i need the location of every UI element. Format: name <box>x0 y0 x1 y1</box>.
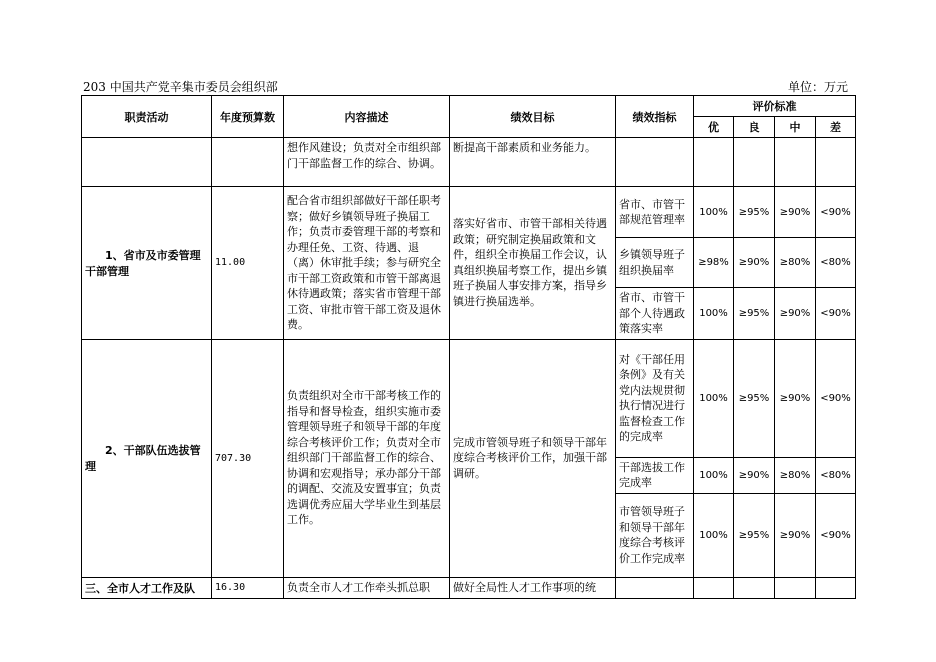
table-row <box>82 138 856 187</box>
header-row <box>82 96 856 117</box>
target-cell: 断提高干部素质和业务能力。 <box>450 138 616 187</box>
document-title: 203 中国共产党辛集市委员会组织部 <box>83 80 278 94</box>
header-target: 绩效目标 <box>450 96 616 138</box>
eval-excellent: 100% <box>694 187 734 238</box>
header-eval: 评价标准 <box>694 96 856 117</box>
eval-poor: <80% <box>816 457 856 493</box>
eval-medium: ≥90% <box>775 288 816 340</box>
eval-excellent: 100% <box>694 288 734 340</box>
eval-excellent: 100% <box>694 493 734 577</box>
desc-cell: 配合省市组织部做好干部任职考察；做好乡镇领导班子换届工作；负责市委管理干部的考察和办理任免、工资、待遇、退（离）休审批手续；参与研究全市干部工资政策和市管干部离退休待遇政策；落实省市管理干部工资、审批市管干部工资及退休费。 <box>284 187 450 340</box>
eval-good: ≥95% <box>734 288 775 340</box>
budget-cell: 11.00 <box>212 187 284 340</box>
indicator-cell: 乡镇领导班子组织换届率 <box>616 238 694 288</box>
indicator-cell: 干部选拔工作完成率 <box>616 457 694 493</box>
eval-medium: ≥90% <box>775 339 816 457</box>
indicator-cell: 市管领导班子和领导干部年度综合考核评价工作完成率 <box>616 493 694 577</box>
eval-good: ≥90% <box>734 238 775 288</box>
budget-cell: 16.30 <box>212 577 284 598</box>
eval-excellent: ≥98% <box>694 238 734 288</box>
unit-label: 单位：万元 <box>787 80 848 94</box>
eval-poor: <90% <box>816 493 856 577</box>
eval-medium: ≥80% <box>775 238 816 288</box>
header-excellent: 优 <box>694 117 734 138</box>
header-good: 良 <box>734 117 775 138</box>
table-row <box>82 577 856 598</box>
eval-good: ≥90% <box>734 457 775 493</box>
eval-good: ≥95% <box>734 339 775 457</box>
table-row <box>82 339 856 457</box>
eval-medium: ≥80% <box>775 457 816 493</box>
header-duty: 职责活动 <box>82 96 212 138</box>
eval-excellent: 100% <box>694 457 734 493</box>
header-indicator: 绩效指标 <box>616 96 694 138</box>
indicator-cell: 省市、市管干部个人待遇政策落实率 <box>616 288 694 340</box>
eval-medium: ≥90% <box>775 187 816 238</box>
desc-cell: 负责全市人才工作牵头抓总职 <box>284 577 450 598</box>
header-poor: 差 <box>816 117 856 138</box>
target-cell: 做好全局性人才工作事项的统 <box>450 577 616 598</box>
eval-medium: ≥90% <box>775 493 816 577</box>
eval-good: ≥95% <box>734 187 775 238</box>
target-cell: 完成市管领导班子和领导干部年度综合考核评价工作，加强干部调研。 <box>450 339 616 577</box>
desc-cell: 负责组织对全市干部考核工作的指导和督导检查，组织实施市委管理领导班子和领导干部的年度综合考核评价工作；负责对全市组织部门干部监督工作的综合、协调和宏观指导；承办部分干部的调配、交流及安置事宜；负责选调优秀应届大学毕业生到基层工作。 <box>284 339 450 577</box>
header-medium: 中 <box>775 117 816 138</box>
duty-cell: 2、干部队伍选拔管理 <box>82 339 212 577</box>
header-desc: 内容描述 <box>284 96 450 138</box>
performance-table <box>81 95 856 599</box>
target-cell: 落实好省市、市管干部相关待遇政策；研究制定换届政策和文件，组织全市换届工作会议，认真组织换届考察工作，提出乡镇班子换届人事安排方案，指导乡镇进行换届选举。 <box>450 187 616 340</box>
duty-cell: 1、省市及市委管理干部管理 <box>82 187 212 340</box>
eval-poor: <80% <box>816 238 856 288</box>
budget-cell: 707.30 <box>212 339 284 577</box>
eval-poor: <90% <box>816 187 856 238</box>
desc-cell: 想作风建设；负责对全市组织部门干部监督工作的综合、协调。 <box>284 138 450 187</box>
header-budget: 年度预算数 <box>212 96 284 138</box>
duty-cell: 三、全市人才工作及队 <box>82 577 212 598</box>
table-row <box>82 187 856 238</box>
eval-good: ≥95% <box>734 493 775 577</box>
eval-excellent: 100% <box>694 339 734 457</box>
eval-poor: <90% <box>816 288 856 340</box>
indicator-cell: 省市、市管干部规范管理率 <box>616 187 694 238</box>
eval-poor: <90% <box>816 339 856 457</box>
indicator-cell: 对《干部任用条例》及有关党内法规贯彻执行情况进行监督检查工作的完成率 <box>616 339 694 457</box>
